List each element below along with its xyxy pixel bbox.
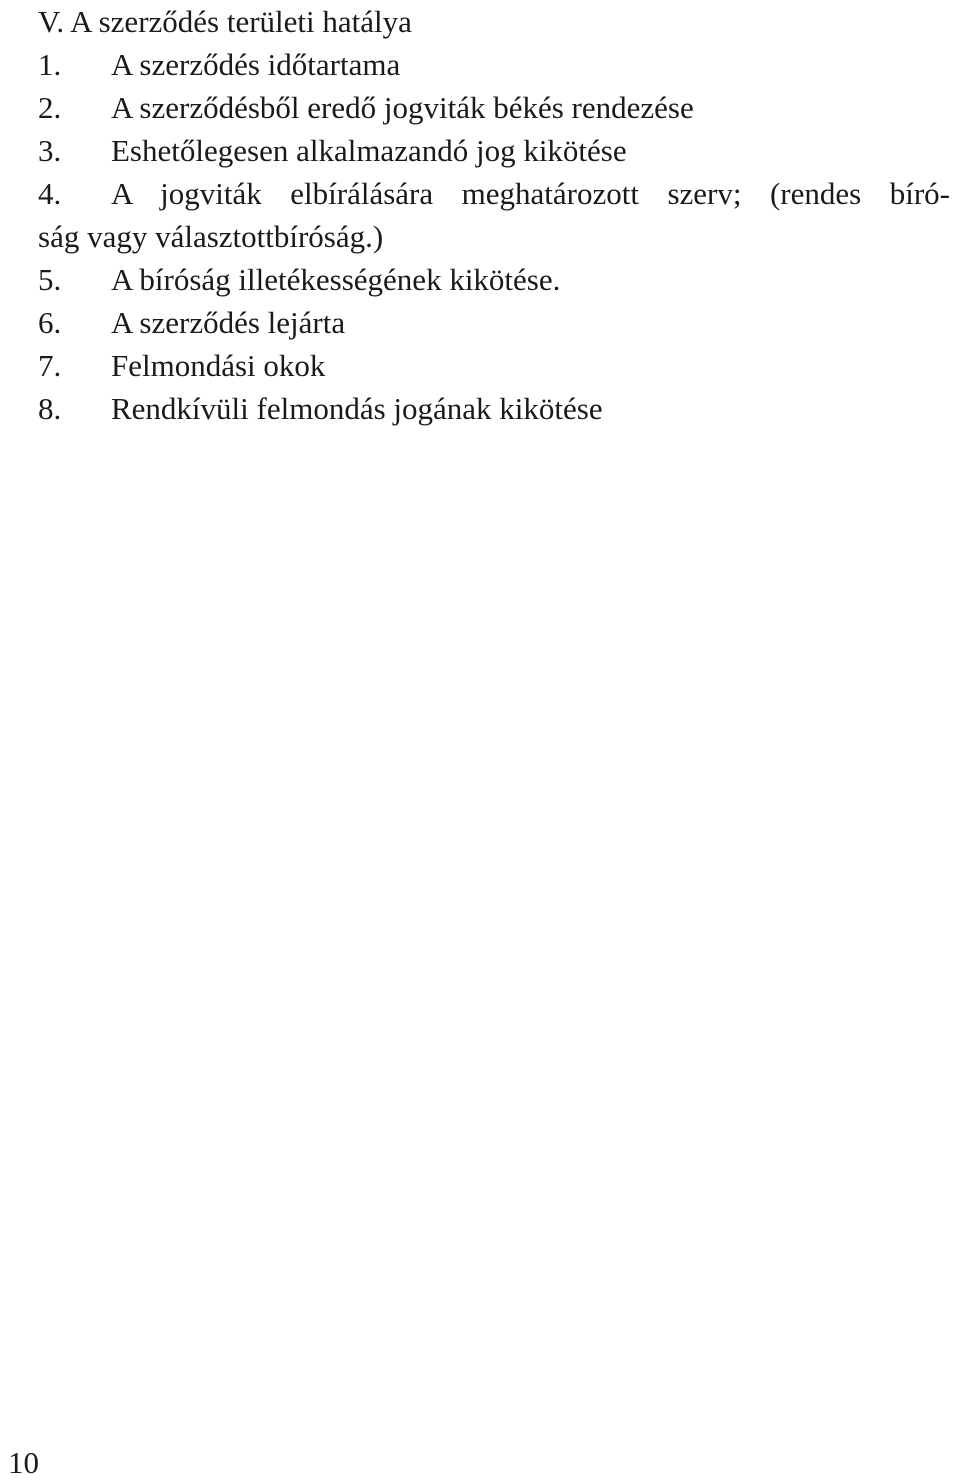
document-content (38, 0, 950, 430)
list-item-number: 1. (38, 47, 62, 82)
list-item-number: 6. (38, 305, 62, 340)
list-item (38, 43, 950, 86)
list-item (38, 387, 950, 430)
list-item-text: A bíróság illetékességének kikötése. (111, 262, 561, 297)
list-item-text: A szerződés lejárta (111, 305, 346, 340)
page-number: 10 (8, 1445, 39, 1480)
list-item (38, 86, 950, 129)
list-item (38, 301, 950, 344)
list-item-number: 7. (38, 348, 62, 383)
list-item-text: Felmondási okok (111, 348, 326, 383)
list-item-number: 5. (38, 262, 62, 297)
list-item-text: Rendkívüli felmondás jogának kikötése (111, 391, 603, 426)
list-item (38, 344, 950, 387)
list-item (38, 129, 950, 172)
list-item-text: A szerződés időtartama (111, 47, 401, 82)
section-heading: V. A szerződés területi hatálya (38, 4, 412, 39)
list-item-number: 3. (38, 133, 62, 168)
list-item (38, 258, 950, 301)
list-item (38, 172, 950, 258)
list-item-number: 4. (38, 176, 62, 211)
list-item-text: Eshetőlegesen alkalmazandó jog kikötése (111, 133, 627, 168)
list-item-text-line1: A jogviták elbírálására meghatározott szerv; (rendes bíró- (111, 176, 950, 211)
list-item-text: A szerződésből eredő jogviták békés rendezése (111, 90, 694, 125)
list-item-number: 8. (38, 391, 62, 426)
list-item-text-line2: ság vagy választottbíróság.) (38, 219, 384, 254)
list-item-number: 2. (38, 90, 62, 125)
